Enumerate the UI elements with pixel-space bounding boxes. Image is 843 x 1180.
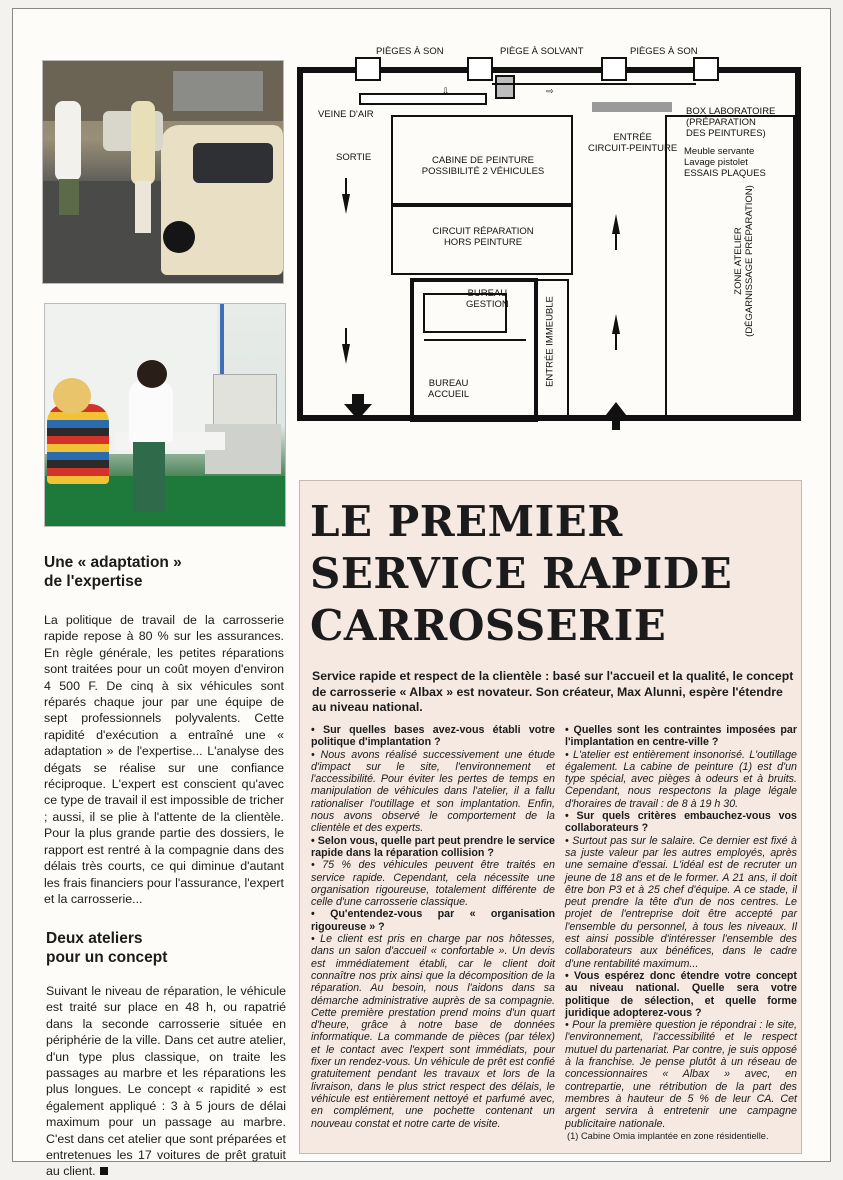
street-photo [42,60,284,284]
body-paragraph: Suivant le niveau de réparation, le véhicule est traité sur place en 48 h, ou rapatrié dans la seconde carrosserie située en périphérie de la ville. Dans cet autre atelier, d'un type plus classique, on traite les passages au marbre et les réparations les plus longues. Le concept « rapidité » est également appliqué : 3 à 5 jours de délai maximum pour un passage au marbre. C'est dans cet atelier que sont préparées et entretenues les 17 voitures de prêt gratuit au client. [46,984,286,1179]
question: • Quelles sont les contraintes imposées par l'implantation en centre-ville ? [565,724,797,749]
interview-column-2 [565,724,797,1130]
headline: LE PREMIER SERVICE RAPIDE CARROSSERIE [310,497,733,650]
plan-label: CABINE DE PEINTURE POSSIBILITÉ 2 VÉHICULES [421,155,545,177]
plan-label: VEINE D'AIR [318,109,374,120]
plan-label: BUREAU ACCUEIL [428,378,470,400]
answer: • Pour la première question je répondrai : le site, l'environnement, l'accessibilité et le respect mutuel du partenariat. Par contre, je suis opposé à la franchise. Je pense plutôt à un réseau de concessionnaires « Albax » avec, en contrepartie, une rétribution de la part des membres à hauteur de 5 % de leur CA. Cet argent servira à entretenir une campagne publicitaire nationale. [565,1019,797,1130]
intro-paragraph: Service rapide et respect de la clientèle : basé sur l'accueil et la qualité, le concept de carrosserie « Albax » est novateur. Son créateur, Max Alunni, espère l'étendre au niveau national. [312,669,794,714]
plan-label: ENTRÉE IMMEUBLE [544,296,556,387]
flow-arrow [612,214,620,234]
question: • Selon vous, quelle part peut prendre le service rapide dans la réparation collision ? [311,834,555,859]
footnote: (1) Cabine Omia implantée en zone résidentielle. [567,1131,769,1141]
question: • Qu'entendez-vous par « organisation rigoureuse » ? [311,908,555,933]
plan-label: ZONE ATELIER (DÉGARNISSAGE PRÉPARATION) [733,185,755,337]
plan-label: SORTIE [336,152,372,163]
flow-arrow [612,314,620,334]
flow-arrow [342,344,350,364]
section-heading: Une « adaptation » de l'expertise [44,554,182,590]
plan-label: PIÈGES À SON [630,46,698,57]
end-mark [100,1167,108,1175]
office-photo [44,303,286,527]
plan-label: CIRCUIT RÉPARATION HORS PEINTURE [432,226,534,248]
plan-label: BUREAU GESTION [466,288,509,310]
interview-column-1 [311,724,555,1130]
svg-text:⇨: ⇨ [546,87,554,97]
svg-text:⇩: ⇩ [442,87,450,97]
answer: • Le client est pris en charge par nos hôtesses, dans un salon d'accueil « confortable ». Un devis est immédiatement établi, car le client doit connaître nos prix ainsi que la décomposition de la réparation. Au besoin, nous l'aidons dans sa démarche administrative auprès de sa compagnie. Cette première prestation prend moins d'un quart d'heure, grâce à notre base de données informatique. La commande de pièces (par télex) et le contact avec l'expert sont immédiats, pour fixer un rendez-vous. Un véhicule de prêt est confié gratuitement pendant les travaux et lors de la livraison, dans le plus strict respect des délais, le véhicule est entièrement nettoyé et parfumé avec, en complément, une pochette contenant un nouveau constat et notre carte de visite. [311,933,555,1130]
box-laboratoire [592,102,672,112]
plan-label: Meuble servante Lavage pistolet ESSAIS PLAQUES [684,146,766,179]
plan-label: BOX LABORATOIRE (PRÉPARATION DES PEINTURES) [686,106,776,139]
up-arrow-entry [602,402,630,420]
plan-label: ENTRÉE CIRCUIT-PEINTURE [588,132,678,154]
answer: • 75 % des véhicules peuvent être traités en service rapide. Cependant, cela nécessite une organisation rigoureuse, totalement différente de celle d'une carrosserie classique. [311,859,555,909]
body-paragraph: La politique de travail de la carrosserie rapide repose à 80 % sur les assurances. En règle générale, les petites réparations sont traitées pour un coût moyen d'environ 4 500 F. De cinq à six véhicules sont réparés chaque jour par une équipe de sept professionnels polyvalents. Cette rapidité d'exécution a entraîné une « adaptation » de l'expertise... L'analyse des dégats se réalise sur une confiance réciproque. L'expert est conscient qu'avec ce type de travail il est impossible de tricher ; aussi, il se plie à l'attente de la clientèle. Pour la plus grande partie des dossiers, le rapport est rentré à la compagnie dans des délais très courts, ce qui diminue d'autant les frais financiers pour l'assurance, l'expert et la carrosserie... [44,613,284,906]
answer: • L'atelier est entièrement insonorisé. L'outillage également. La cabine de peinture (1) est d'un type spécial, avec pièges à odeurs et à bruits. Cependant, nous respectons la plage légale d'horaires de travail : de 8 à 19 h 30. [565,748,797,810]
answer: • Surtout pas sur le salaire. Ce dernier est fixé à sa juste valeur par les autres employés, après une semaine d'essai. L'idéal est de recruter un jeune de 18 ans et de le former. A 21 ans, il doit être bon P3 et à 25 chef d'équipe. A ce stade, il peut prendre la tête d'un de nos centres. Le projet de l'entreprise doit être accepté par l'ensemble du personnel, à tous les niveaux. Il est ainsi possible d'intéresser l'ensemble des collaborateurs aux bénéfices, dans le cadre d'une rentabilité maximum... [565,834,797,970]
answer: • Nous avons réalisé successivement une étude d'impact sur le site, l'environnement et l'accessibilité. Pour éviter les pertes de temps en manipulation de véhicules dans l'atelier, il a fallu rationaliser l'outillage et son implantation. Enfin, nous avons observé le comportement de la clientèle et des experts. [311,748,555,835]
question: • Vous espérez donc étendre votre concept au niveau national. Quelle sera votre politique de sélection, et quelle forme juridique adopterez-vous ? [565,969,797,1019]
solvent-trap [496,76,514,98]
question: • Sur quelles bases avez-vous établi votre politique d'implantation ? [311,724,555,749]
plan-label: PIÈGE À SOLVANT [500,46,584,57]
flow-arrow [342,194,350,214]
air-duct [360,94,486,104]
plan-label: PIÈGES À SON [376,46,444,57]
section-heading: Deux ateliers pour un concept [46,930,168,966]
question: • Sur quels critères embauchez-vous vos collaborateurs ? [565,810,797,835]
